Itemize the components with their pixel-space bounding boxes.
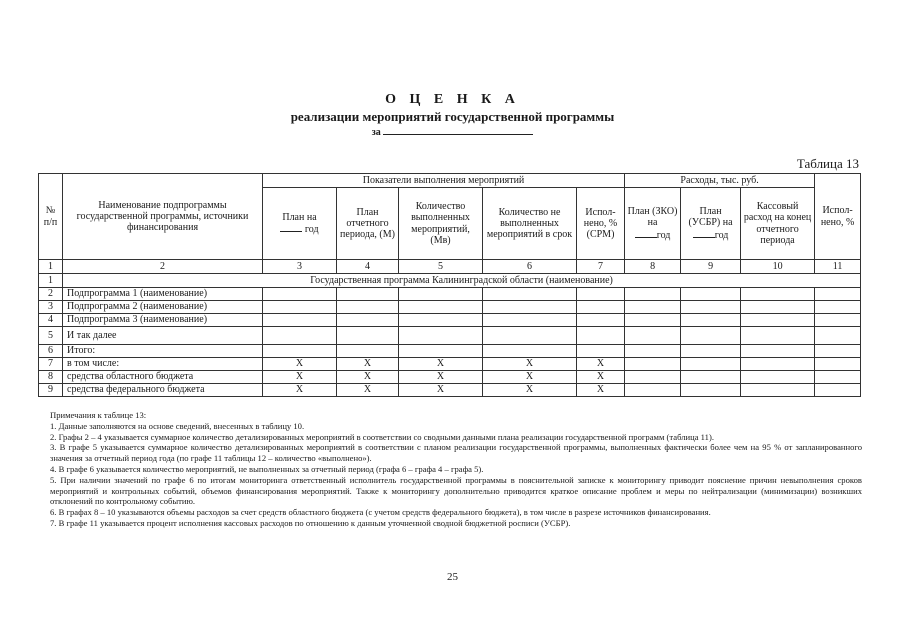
program-title: Государственная программа Калининградской области (наименование) bbox=[63, 274, 861, 288]
table-row bbox=[39, 314, 861, 327]
row-expense bbox=[625, 301, 681, 314]
column-number: 5 bbox=[399, 260, 483, 274]
header-cash-expense: Кассовый расход на конец отчетного периода bbox=[741, 188, 815, 260]
row-expense bbox=[625, 314, 681, 327]
row-value: Х bbox=[399, 371, 483, 384]
column-number: 7 bbox=[577, 260, 625, 274]
row-expense bbox=[815, 371, 861, 384]
header-not-executed-count: Количество не выполненных мероприятий в срок bbox=[483, 188, 577, 260]
row-expense bbox=[681, 384, 741, 397]
header-num: № п/п bbox=[39, 174, 63, 260]
row-num: 4 bbox=[39, 314, 63, 327]
column-number: 9 bbox=[681, 260, 741, 274]
row-name: Подпрограмма 1 (наименование) bbox=[63, 288, 263, 301]
row-expense bbox=[681, 358, 741, 371]
year-blank bbox=[280, 223, 302, 232]
row-expense bbox=[741, 327, 815, 345]
row-value bbox=[337, 345, 399, 358]
year-blank bbox=[693, 229, 715, 238]
note-7: 7. В графе 11 указывается процент исполнения кассовых расходов по отношению к данным уточненной сводной бюджетной росписи (УСБР). bbox=[50, 517, 571, 528]
table-label: Таблица 13 bbox=[796, 156, 859, 171]
row-num: 3 bbox=[39, 301, 63, 314]
table-row bbox=[39, 288, 861, 301]
row-expense bbox=[681, 301, 741, 314]
period-prefix: за bbox=[371, 127, 381, 138]
row-value: Х bbox=[399, 384, 483, 397]
table-row bbox=[39, 371, 861, 384]
table-row bbox=[39, 327, 861, 345]
row-expense bbox=[681, 327, 741, 345]
row-value bbox=[483, 327, 577, 345]
table-row bbox=[39, 358, 861, 371]
row-num: 6 bbox=[39, 345, 63, 358]
row-name: Итого: bbox=[63, 345, 263, 358]
row-value bbox=[263, 345, 337, 358]
period-blank bbox=[383, 125, 533, 135]
reporting-period-line bbox=[0, 125, 905, 138]
note-6: 6. В графах 8 – 10 указываются объемы расходов за счет средств областного бюджета (с учетом средств федерального бюджета), в том числе в разрезе источников финансирования. bbox=[50, 507, 711, 518]
column-number: 4 bbox=[337, 260, 399, 274]
row-value bbox=[337, 327, 399, 345]
row-num: 2 bbox=[39, 288, 63, 301]
header-plan-year bbox=[263, 188, 337, 260]
page-number: 25 bbox=[447, 571, 458, 583]
row-expense bbox=[815, 288, 861, 301]
table-row bbox=[39, 384, 861, 397]
header-expenses-group: Расходы, тыс. руб. bbox=[625, 174, 815, 188]
row-expense bbox=[815, 327, 861, 345]
row-expense bbox=[625, 358, 681, 371]
header-plan-usbr-suffix: год bbox=[714, 229, 729, 241]
header-plan-period: План отчетного периода, (М) bbox=[337, 188, 399, 260]
row-expense bbox=[741, 384, 815, 397]
year-blank bbox=[635, 229, 657, 238]
row-value: Х bbox=[263, 384, 337, 397]
row-expense bbox=[681, 345, 741, 358]
table-row bbox=[39, 301, 861, 314]
row-expense bbox=[625, 384, 681, 397]
row-value bbox=[577, 301, 625, 314]
row-value bbox=[577, 327, 625, 345]
row-value bbox=[577, 314, 625, 327]
row-expense bbox=[741, 371, 815, 384]
row-value bbox=[399, 288, 483, 301]
header-indicators-group: Показатели выполнения мероприятий bbox=[263, 174, 625, 188]
row-value bbox=[483, 314, 577, 327]
row-value: Х bbox=[337, 358, 399, 371]
table-row bbox=[39, 345, 861, 358]
row-expense bbox=[741, 301, 815, 314]
row-expense bbox=[681, 314, 741, 327]
notes bbox=[50, 410, 862, 529]
row-value bbox=[337, 301, 399, 314]
header-name: Наименование подпрограммы государственной программы, источники финансирования bbox=[63, 174, 263, 260]
row-expense bbox=[741, 314, 815, 327]
document-subtitle: реализации мероприятий государственной программы bbox=[290, 109, 615, 124]
row-value: Х bbox=[483, 358, 577, 371]
program-row bbox=[39, 274, 861, 288]
row-num: 1 bbox=[39, 274, 63, 288]
header-plan-zko bbox=[625, 188, 681, 260]
row-value bbox=[483, 345, 577, 358]
row-expense bbox=[681, 288, 741, 301]
row-value: Х bbox=[483, 371, 577, 384]
row-num: 8 bbox=[39, 371, 63, 384]
header-plan-zko-label: План (ЗКО) на bbox=[627, 206, 678, 229]
column-number: 6 bbox=[483, 260, 577, 274]
row-value: Х bbox=[263, 371, 337, 384]
row-value bbox=[337, 288, 399, 301]
row-expense bbox=[815, 358, 861, 371]
row-name: в том числе: bbox=[63, 358, 263, 371]
row-expense bbox=[741, 288, 815, 301]
row-expense bbox=[741, 358, 815, 371]
row-value bbox=[399, 301, 483, 314]
row-expense bbox=[625, 371, 681, 384]
row-name: средства областного бюджета bbox=[63, 371, 263, 384]
header-executed-pct-expenses: Испол-нено, % bbox=[815, 174, 861, 260]
row-value bbox=[263, 327, 337, 345]
column-number: 8 bbox=[625, 260, 681, 274]
row-expense bbox=[815, 384, 861, 397]
row-value: Х bbox=[337, 371, 399, 384]
row-expense bbox=[625, 288, 681, 301]
row-name: И так далее bbox=[63, 327, 263, 345]
column-number: 3 bbox=[263, 260, 337, 274]
row-name: средства федерального бюджета bbox=[63, 384, 263, 397]
column-number-row bbox=[39, 260, 861, 274]
row-value bbox=[483, 301, 577, 314]
row-value bbox=[337, 314, 399, 327]
row-num: 9 bbox=[39, 384, 63, 397]
header-plan-zko-suffix: год bbox=[656, 229, 671, 241]
row-expense bbox=[625, 345, 681, 358]
header-plan-year-suffix: год bbox=[304, 224, 319, 235]
header-plan-usbr-label: План (УСБР) на bbox=[688, 206, 733, 229]
header-plan-usbr bbox=[681, 188, 741, 260]
note-2: 2. Графы 2 – 4 указывается суммарное количество детализированных мероприятий в соответствии со сводными данными плана реализации государственной программ (таблица 11). bbox=[50, 431, 714, 442]
row-value: Х bbox=[337, 384, 399, 397]
row-value: Х bbox=[577, 384, 625, 397]
row-expense bbox=[681, 371, 741, 384]
row-num: 7 bbox=[39, 358, 63, 371]
row-value bbox=[399, 345, 483, 358]
column-number: 2 bbox=[63, 260, 263, 274]
row-name: Подпрограмма 3 (наименование) bbox=[63, 314, 263, 327]
row-value bbox=[399, 327, 483, 345]
row-value: Х bbox=[263, 358, 337, 371]
row-expense bbox=[815, 301, 861, 314]
column-number: 10 bbox=[741, 260, 815, 274]
document-title: О Ц Е Н К А bbox=[385, 92, 520, 107]
header-executed-count: Количество выполненных мероприятий, (Мв) bbox=[399, 188, 483, 260]
row-expense bbox=[815, 314, 861, 327]
table-body bbox=[39, 288, 861, 397]
header-executed-pct: Испол-нено, % (СРМ) bbox=[577, 188, 625, 260]
row-value bbox=[577, 288, 625, 301]
row-value bbox=[483, 288, 577, 301]
row-value bbox=[577, 345, 625, 358]
row-name: Подпрограмма 2 (наименование) bbox=[63, 301, 263, 314]
row-value: Х bbox=[483, 384, 577, 397]
row-num: 5 bbox=[39, 327, 63, 345]
note-5: 5. При наличии значений по графе 6 по итогам мониторинга ответственный исполнитель государственной программы в пояснительной записке к мониторингу приводит пояснение причин невыполнения сроков мероприятий и контрольных событий, объемов финансирования мероприятий. Также к мониторингу дополнительно приводится краткое описание проблем и меры по нейтрализации (минимизации) возникших отклонений по контрольному событию. bbox=[50, 474, 862, 507]
row-expense bbox=[741, 345, 815, 358]
assessment-table bbox=[38, 173, 861, 397]
row-expense bbox=[815, 345, 861, 358]
row-expense bbox=[625, 327, 681, 345]
header-plan-year-label: План на bbox=[282, 211, 317, 223]
notes-title: Примечания к таблице 13: bbox=[50, 410, 147, 420]
row-value bbox=[263, 288, 337, 301]
row-value bbox=[263, 301, 337, 314]
row-value: Х bbox=[577, 371, 625, 384]
column-number: 1 bbox=[39, 260, 63, 274]
note-3: 3. В графе 5 указывается суммарное количество детализированных мероприятий в соответствии с планом реализации государственной программы, выполненных фактически более чем на 95 % от запланированного значения за отчетный период года (по графе 11 таблицы 12 – количество «выполнено»). bbox=[50, 442, 862, 464]
note-1: 1. Данные заполняются на основе сведений, внесенных в таблицу 10. bbox=[50, 420, 305, 431]
column-number: 11 bbox=[815, 260, 861, 274]
row-value: Х bbox=[577, 358, 625, 371]
row-value bbox=[263, 314, 337, 327]
row-value: Х bbox=[399, 358, 483, 371]
row-value bbox=[399, 314, 483, 327]
note-4: 4. В графе 6 указывается количество мероприятий, не выполненных за отчетный период (графа 6 – графа 4 – графа 5). bbox=[50, 463, 484, 474]
